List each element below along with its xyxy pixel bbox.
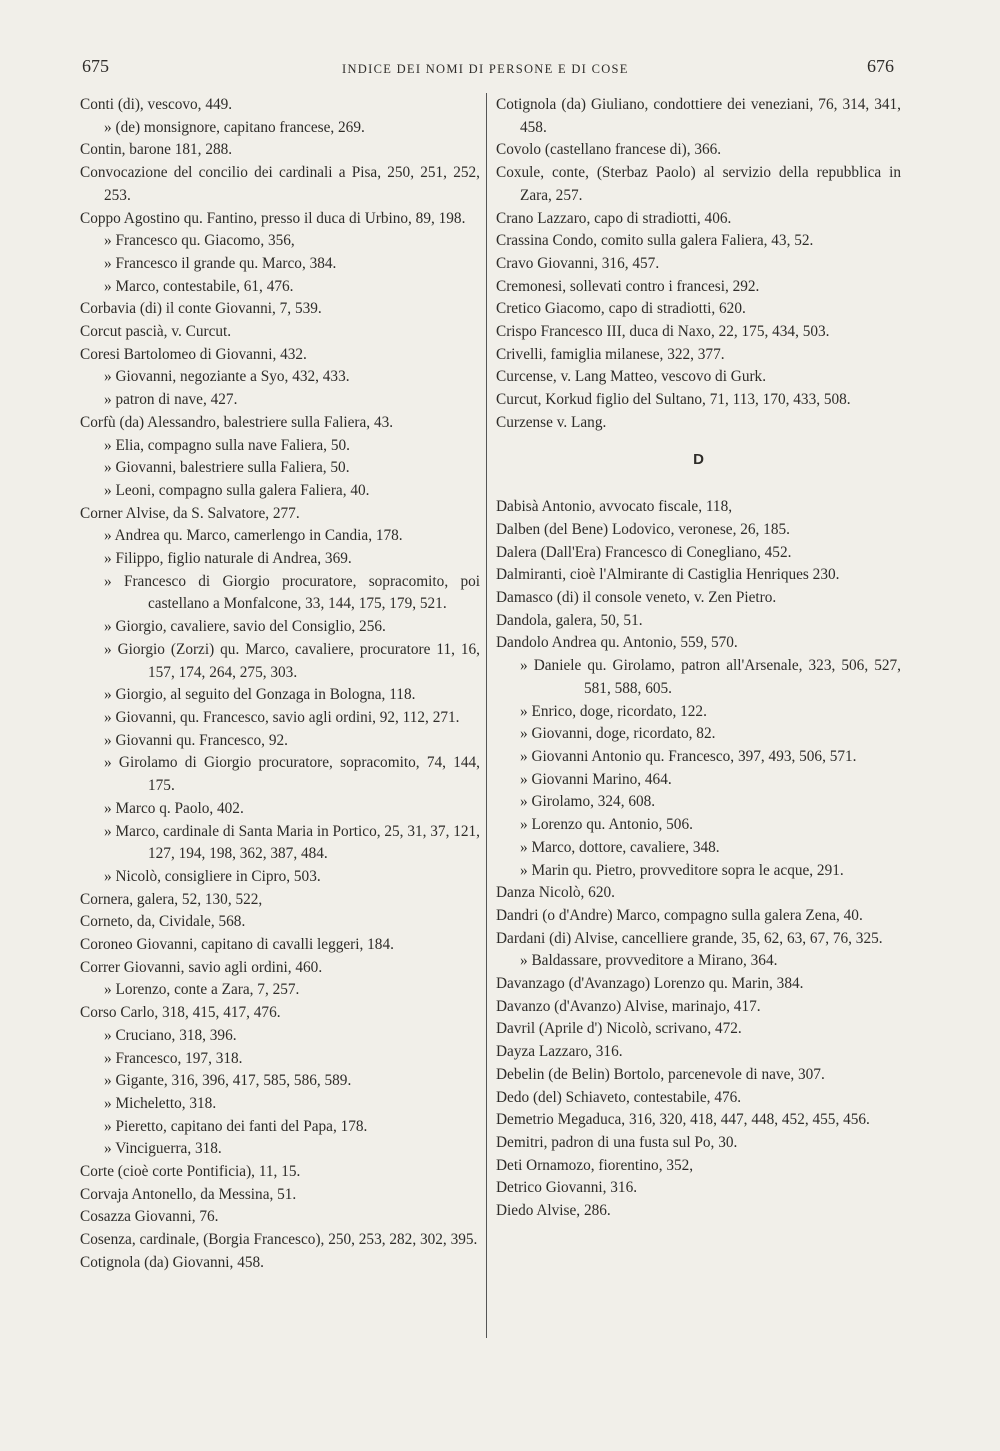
index-entry: » Marco, cardinale di Santa Maria in Portico, 25, 31, 37, 121, 127, 194, 198, 362, 387, 484. bbox=[104, 822, 480, 863]
index-entry: » Elia, compagno sulla nave Faliera, 50. bbox=[104, 436, 350, 454]
index-entry: » Lorenzo, conte a Zara, 7, 257. bbox=[104, 981, 300, 999]
index-entry: » Francesco di Giorgio procuratore, sopracomito, poi castellano a Monfalcone, 33, 144, 175, 179, 521. bbox=[104, 572, 480, 613]
index-entry: Crispo Francesco III, duca di Naxo, 22, 175, 434, 503. bbox=[496, 323, 830, 341]
index-entry: » Marco, dottore, cavaliere, 348. bbox=[520, 838, 720, 856]
index-entry: Danza Nicolò, 620. bbox=[496, 884, 615, 902]
index-entry: » Giovanni Marino, 464. bbox=[520, 770, 672, 788]
index-entry: Cravo Giovanni, 316, 457. bbox=[496, 254, 660, 272]
index-entry: Dedo (del) Schiaveto, contestabile, 476. bbox=[496, 1088, 742, 1106]
index-entry: Contin, barone 181, 288. bbox=[80, 141, 233, 159]
index-entry: Dayza Lazzaro, 316. bbox=[496, 1043, 623, 1061]
index-entry: » Enrico, doge, ricordato, 122. bbox=[520, 702, 707, 720]
index-entry: Corner Alvise, da S. Salvatore, 277. bbox=[80, 504, 300, 522]
index-entry: Deti Ornamozo, fiorentino, 352, bbox=[496, 1156, 694, 1174]
index-entry: » Giorgio, al seguito del Gonzaga in Bologna, 118. bbox=[104, 686, 416, 704]
index-entry: Corte (cioè corte Pontificia), 11, 15. bbox=[80, 1163, 301, 1181]
index-entry: Dabisà Antonio, avvocato fiscale, 118, bbox=[496, 498, 733, 516]
index-column-right bbox=[496, 94, 901, 1223]
index-entry: » Giovanni, qu. Francesco, savio agli ordini, 92, 112, 271. bbox=[104, 708, 460, 726]
index-entry: » Giovanni Antonio qu. Francesco, 397, 493, 506, 571. bbox=[520, 747, 857, 765]
index-entry: » Daniele qu. Girolamo, patron all'Arsenale, 323, 506, 527, 581, 588, 605. bbox=[520, 657, 901, 697]
index-entry: Demitri, padron di una fusta sul Po, 30. bbox=[496, 1133, 738, 1151]
index-entry: Curzense v. Lang. bbox=[496, 413, 607, 431]
page-number-right: 676 bbox=[867, 56, 894, 76]
index-entry: Dalben (del Bene) Lodovico, veronese, 26, 185. bbox=[496, 520, 790, 538]
index-entry: » patron di nave, 427. bbox=[104, 391, 238, 409]
index-entry: Corfù (da) Alessandro, balestriere sulla Faliera, 43. bbox=[80, 413, 394, 431]
index-entry: » Vinciguerra, 318. bbox=[104, 1140, 222, 1158]
index-entry: Covolo (castellano francese di), 366. bbox=[496, 141, 722, 159]
index-entry: Curcut, Korkud figlio del Sultano, 71, 113, 170, 433, 508. bbox=[496, 391, 851, 409]
index-entry: Dandri (o d'Andre) Marco, compagno sulla galera Zena, 40. bbox=[496, 906, 863, 924]
page-number-left: 675 bbox=[82, 56, 109, 76]
index-entry: » Nicolò, consigliere in Cipro, 503. bbox=[104, 867, 321, 885]
index-entry: Diedo Alvise, 286. bbox=[496, 1202, 611, 1220]
index-entry: » Girolamo di Giorgio procuratore, sopracomito, 74, 144, 175. bbox=[104, 754, 480, 795]
index-entry: Debelin (de Belin) Bortolo, parcenevole di nave, 307. bbox=[496, 1065, 825, 1083]
index-entry: Davril (Aprile d') Nicolò, scrivano, 472. bbox=[496, 1020, 742, 1038]
index-entry: Dandolo Andrea qu. Antonio, 559, 570. bbox=[496, 634, 738, 652]
index-entry: » Giorgio (Zorzi) qu. Marco, cavaliere, procuratore 11, 16, 157, 174, 264, 275, 303. bbox=[104, 640, 480, 681]
index-entry: Corcut pascià, v. Curcut. bbox=[80, 323, 232, 341]
index-entry: » Leoni, compagno sulla galera Faliera, 40. bbox=[104, 481, 370, 499]
index-entry: Dalera (Dall'Era) Francesco di Conegliano, 452. bbox=[496, 543, 792, 561]
running-title: INDICE DEI NOMI DI PERSONE E DI COSE bbox=[342, 62, 629, 76]
index-entry: » Gigante, 316, 396, 417, 585, 586, 589. bbox=[104, 1072, 352, 1090]
index-entry: Correr Giovanni, savio agli ordini, 460. bbox=[80, 958, 323, 976]
index-entry: » Francesco qu. Giacomo, 356, bbox=[104, 232, 295, 250]
index-entry: Coppo Agostino qu. Fantino, presso il duca di Urbino, 89, 198. bbox=[80, 209, 466, 227]
index-column-left bbox=[80, 94, 480, 1275]
index-entry: Dardani (di) Alvise, cancelliere grande, 35, 62, 63, 67, 76, 325. bbox=[496, 929, 883, 947]
index-entry: » Pieretto, capitano dei fanti del Papa, 178. bbox=[104, 1117, 368, 1135]
index-entry: Coroneo Giovanni, capitano di cavalli leggeri, 184. bbox=[80, 936, 394, 954]
index-entry: » Giorgio, cavaliere, savio del Consiglio, 256. bbox=[104, 618, 386, 636]
index-entry: » Giovanni, doge, ricordato, 82. bbox=[520, 725, 716, 743]
index-entry: » Micheletto, 318. bbox=[104, 1094, 217, 1112]
index-entry: Damasco (di) il console veneto, v. Zen Pietro. bbox=[496, 589, 777, 607]
index-entry: Detrico Giovanni, 316. bbox=[496, 1179, 638, 1197]
index-entry: » Francesco, 197, 318. bbox=[104, 1049, 243, 1067]
index-entry: Davanzo (d'Avanzo) Alvise, marinajo, 417. bbox=[496, 997, 761, 1015]
index-entry: Crano Lazzaro, capo di stradiotti, 406. bbox=[496, 209, 732, 227]
index-entry: Curcense, v. Lang Matteo, vescovo di Gurk. bbox=[496, 368, 767, 386]
index-entry: » Filippo, figlio naturale di Andrea, 369. bbox=[104, 550, 352, 568]
index-entry: » Giovanni, balestriere sulla Faliera, 50. bbox=[104, 459, 350, 477]
index-entry: » Marco, contestabile, 61, 476. bbox=[104, 277, 294, 295]
index-entry: Conti (di), vescovo, 449. bbox=[80, 96, 233, 113]
column-divider bbox=[486, 93, 487, 1338]
index-entry: Crivelli, famiglia milanese, 322, 377. bbox=[496, 345, 725, 363]
index-entry: Coxule, conte, (Sterbaz Paolo) al servizio della repubblica in Zara, 257. bbox=[496, 164, 901, 204]
index-entry: » (de) monsignore, capitano francese, 269. bbox=[104, 118, 365, 136]
index-entry: » Francesco il grande qu. Marco, 384. bbox=[104, 254, 337, 272]
index-entry: Dalmiranti, cioè l'Almirante di Castiglia Henriques 230. bbox=[496, 566, 840, 584]
index-entry: » Andrea qu. Marco, camerlengo in Candia, 178. bbox=[104, 527, 403, 545]
index-entry: » Lorenzo qu. Antonio, 506. bbox=[520, 816, 693, 834]
index-entry: » Giovanni qu. Francesco, 92. bbox=[104, 731, 288, 749]
index-entry: » Cruciano, 318, 396. bbox=[104, 1026, 237, 1044]
index-entry: Cornera, galera, 52, 130, 522, bbox=[80, 890, 263, 908]
index-entry: Corso Carlo, 318, 415, 417, 476. bbox=[80, 1004, 281, 1022]
index-entry: » Marin qu. Pietro, provveditore sopra le acque, 291. bbox=[520, 861, 844, 879]
index-entry: Demetrio Megaduca, 316, 320, 418, 447, 448, 452, 455, 456. bbox=[496, 1111, 870, 1129]
section-letter-heading: D bbox=[693, 450, 704, 468]
index-entry: Cosenza, cardinale, (Borgia Francesco), 250, 253, 282, 302, 395. bbox=[80, 1231, 478, 1249]
index-entry: » Baldassare, provveditore a Mirano, 364. bbox=[520, 952, 778, 970]
index-entry: Convocazione del concilio dei cardinali a Pisa, 250, 251, 252, 253. bbox=[80, 164, 480, 204]
index-entry: Cretico Giacomo, capo di stradiotti, 620. bbox=[496, 300, 746, 318]
index-entry: » Girolamo, 324, 608. bbox=[520, 793, 656, 811]
index-entry: Crassina Condo, comito sulla galera Faliera, 43, 52. bbox=[496, 232, 814, 250]
index-entry: Cotignola (da) Giovanni, 458. bbox=[80, 1253, 264, 1271]
index-entry: Cremonesi, sollevati contro i francesi, 292. bbox=[496, 277, 760, 295]
index-entry: Corbavia (di) il conte Giovanni, 7, 539. bbox=[80, 300, 322, 318]
index-entry: » Giovanni, negoziante a Syo, 432, 433. bbox=[104, 368, 350, 386]
index-entry: Cosazza Giovanni, 76. bbox=[80, 1208, 219, 1226]
index-entry: Corvaja Antonello, da Messina, 51. bbox=[80, 1185, 297, 1203]
index-entry: Davanzago (d'Avanzago) Lorenzo qu. Marin, 384. bbox=[496, 975, 804, 993]
index-entry: Corneto, da, Cividale, 568. bbox=[80, 913, 246, 931]
index-entry: » Marco q. Paolo, 402. bbox=[104, 799, 244, 817]
index-entry: Dandola, galera, 50, 51. bbox=[496, 611, 643, 629]
index-entry: Coresi Bartolomeo di Giovanni, 432. bbox=[80, 345, 307, 363]
index-entry: Cotignola (da) Giuliano, condottiere dei veneziani, 76, 314, 341, 458. bbox=[496, 96, 901, 136]
